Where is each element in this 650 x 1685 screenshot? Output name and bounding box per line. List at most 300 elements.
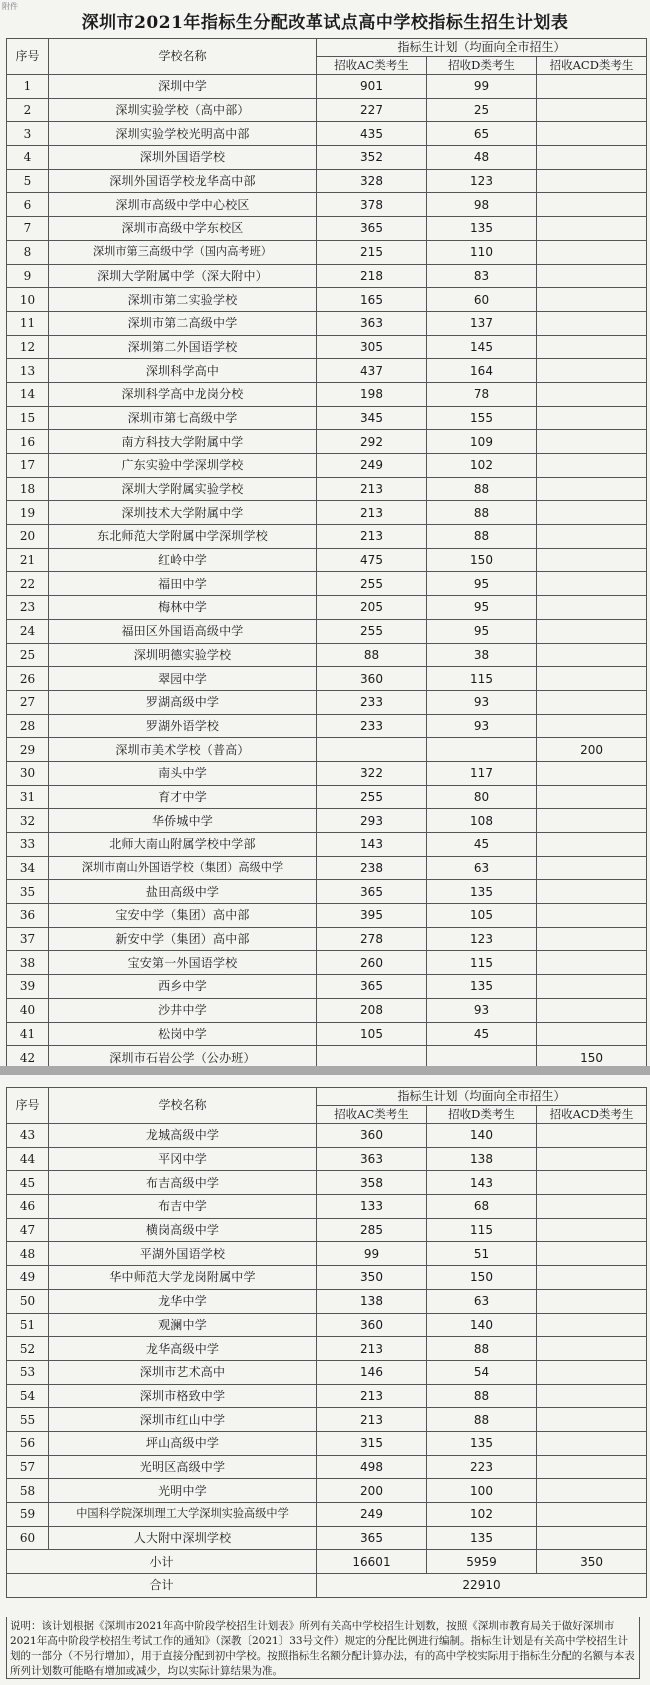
cell-acd [537,809,647,833]
table-row [7,809,647,833]
cell-school-name: 深圳第二外国语学校 [49,335,317,359]
table-row [7,501,647,525]
cell-d: 60 [427,288,537,312]
cell-ac: 133 [317,1195,427,1219]
cell-acd [537,690,647,714]
cell-ac: 200 [317,1479,427,1503]
cell-seq: 34 [7,856,49,880]
cell-acd [537,1124,647,1148]
cell-school-name: 深圳市第七高级中学 [49,406,317,430]
cell-d: 88 [427,1337,537,1361]
cell-ac: 105 [317,1022,427,1046]
cell-ac: 395 [317,904,427,928]
table-row [7,406,647,430]
header-plan-group: 指标生计划（均面向全市招生） [317,1088,647,1106]
cell-school-name: 深圳中学 [49,75,317,99]
cell-seq: 29 [7,738,49,762]
cell-acd [537,1242,647,1266]
cell-school-name: 育才中学 [49,785,317,809]
table-row [7,1195,647,1219]
cell-seq: 8 [7,240,49,264]
cell-seq: 7 [7,217,49,241]
table-row [7,169,647,193]
cell-d: 83 [427,264,537,288]
cell-d: 88 [427,525,537,549]
corner-mark: 附件 [2,2,18,11]
cell-d: 100 [427,1479,537,1503]
table-row [7,1289,647,1313]
cell-school-name: 深圳市南山外国语学校（集团）高级中学 [49,856,317,880]
table-row [7,1218,647,1242]
table-row [7,477,647,501]
cell-seq: 19 [7,501,49,525]
header-seq: 序号 [7,39,49,75]
cell-school-name: 南方科技大学附属中学 [49,430,317,454]
cell-acd: 150 [537,1046,647,1070]
cell-acd [537,146,647,170]
cell-seq: 44 [7,1147,49,1171]
plan-table-part-2 [6,1087,647,1598]
cell-d: 88 [427,477,537,501]
cell-school-name: 深圳市红山中学 [49,1408,317,1432]
cell-seq: 26 [7,667,49,691]
cell-ac: 901 [317,75,427,99]
table-row [7,264,647,288]
cell-acd [537,454,647,478]
table-row [7,643,647,667]
cell-d: 80 [427,785,537,809]
cell-d: 45 [427,833,537,857]
cell-acd [537,1266,647,1290]
cell-d: 93 [427,690,537,714]
cell-school-name: 深圳市第三高级中学（国内高考班） [49,240,317,264]
table-row [7,833,647,857]
cell-d: 68 [427,1195,537,1219]
cell-acd [537,501,647,525]
cell-acd [537,1022,647,1046]
cell-d: 45 [427,1022,537,1046]
header-d: 招收D类考生 [427,57,537,75]
cell-seq: 6 [7,193,49,217]
cell-acd [537,548,647,572]
cell-seq: 46 [7,1195,49,1219]
cell-acd [537,951,647,975]
cell-acd [537,975,647,999]
cell-school-name: 西乡中学 [49,975,317,999]
cell-d: 140 [427,1313,537,1337]
header-seq: 序号 [7,1088,49,1124]
cell-ac: 358 [317,1171,427,1195]
cell-school-name: 东北师范大学附属中学深圳学校 [49,525,317,549]
cell-school-name: 深圳大学附属实验学校 [49,477,317,501]
cell-d: 105 [427,904,537,928]
table-row [7,146,647,170]
cell-ac: 138 [317,1289,427,1313]
cell-d: 63 [427,1289,537,1313]
table-row [7,1147,647,1171]
cell-d: 54 [427,1360,537,1384]
cell-acd [537,856,647,880]
cell-ac: 322 [317,761,427,785]
cell-ac: 233 [317,714,427,738]
cell-acd [537,169,647,193]
cell-school-name: 平冈中学 [49,1147,317,1171]
cell-school-name: 深圳市石岩公学（公办班） [49,1046,317,1070]
cell-ac: 260 [317,951,427,975]
cell-acd [537,1360,647,1384]
cell-acd [537,714,647,738]
table-row [7,1171,647,1195]
table-row [7,75,647,99]
cell-seq: 52 [7,1337,49,1361]
subtotal-label: 小计 [7,1550,317,1574]
table-row [7,785,647,809]
total-row [7,1574,647,1598]
cell-seq: 48 [7,1242,49,1266]
cell-seq: 49 [7,1266,49,1290]
cell-ac: 213 [317,1337,427,1361]
footnote: 说明：该计划根据《深圳市2021年高中阶段学校招生计划表》所列有关高中学校招生计划数，按照《深圳市教育局关于做好深圳市2021年高中阶段学校招生考试工作的通知》（深教〔2021〕33号文件）规定的分配比例进行编制。指标生计划是有关高中学校招生计划的一部分（不另行增加），用于直接分配到初中学校。按照指标生名额分配计算办法，有的高中学校实际用于指标生分配的名额与本表所列计划数可能略有增加或减少，均以实际计算结果为准。 [6,1617,640,1679]
cell-ac: 360 [317,1313,427,1337]
cell-d: 102 [427,1503,537,1527]
cell-ac: 345 [317,406,427,430]
cell-seq: 36 [7,904,49,928]
total-label: 合计 [7,1574,317,1598]
table-row [7,1266,647,1290]
cell-ac: 213 [317,477,427,501]
cell-seq: 25 [7,643,49,667]
cell-school-name: 松岗中学 [49,1022,317,1046]
cell-acd [537,596,647,620]
cell-seq: 57 [7,1455,49,1479]
cell-school-name: 深圳市高级中学东校区 [49,217,317,241]
cell-d [427,738,537,762]
cell-d: 135 [427,1526,537,1550]
cell-acd [537,1171,647,1195]
table-row [7,880,647,904]
cell-school-name: 龙华高级中学 [49,1337,317,1361]
subtotal-row [7,1550,647,1574]
table-row [7,1503,647,1527]
cell-school-name: 福田区外国语高级中学 [49,619,317,643]
cell-ac: 255 [317,572,427,596]
table-row [7,596,647,620]
cell-acd [537,1526,647,1550]
table-row [7,904,647,928]
cell-school-name: 光明区高级中学 [49,1455,317,1479]
cell-school-name: 华侨城中学 [49,809,317,833]
cell-d: 137 [427,311,537,335]
cell-seq: 47 [7,1218,49,1242]
table-row [7,1337,647,1361]
table-row [7,288,647,312]
table-row [7,714,647,738]
header-acd: 招收ACD类考生 [537,57,647,75]
cell-seq: 1 [7,75,49,99]
cell-acd [537,1147,647,1171]
cell-seq: 35 [7,880,49,904]
cell-school-name: 坪山高级中学 [49,1431,317,1455]
cell-school-name: 深圳外国语学校龙华高中部 [49,169,317,193]
table-row [7,951,647,975]
table-row [7,240,647,264]
cell-seq: 45 [7,1171,49,1195]
cell-ac: 293 [317,809,427,833]
cell-seq: 3 [7,122,49,146]
cell-ac: 255 [317,619,427,643]
cell-ac: 278 [317,927,427,951]
cell-ac: 146 [317,1360,427,1384]
table-row [7,856,647,880]
cell-d: 115 [427,1218,537,1242]
table-row [7,690,647,714]
header-plan-group: 指标生计划（均面向全市招生） [317,39,647,57]
cell-acd [537,1384,647,1408]
cell-school-name: 深圳市第二实验学校 [49,288,317,312]
cell-ac: 238 [317,856,427,880]
cell-seq: 43 [7,1124,49,1148]
cell-d: 78 [427,382,537,406]
cell-acd [537,667,647,691]
cell-seq: 5 [7,169,49,193]
cell-school-name: 观澜中学 [49,1313,317,1337]
cell-seq: 13 [7,359,49,383]
cell-ac: 285 [317,1218,427,1242]
cell-acd [537,1479,647,1503]
cell-d: 48 [427,146,537,170]
cell-school-name: 龙华中学 [49,1289,317,1313]
cell-d: 95 [427,596,537,620]
cell-d: 108 [427,809,537,833]
cell-ac: 363 [317,1147,427,1171]
cell-acd [537,904,647,928]
cell-ac: 249 [317,454,427,478]
cell-seq: 27 [7,690,49,714]
page-separator [0,1066,650,1075]
cell-school-name: 深圳实验学校光明高中部 [49,122,317,146]
cell-seq: 23 [7,596,49,620]
table-row [7,311,647,335]
cell-ac: 328 [317,169,427,193]
cell-ac: 249 [317,1503,427,1527]
cell-d: 164 [427,359,537,383]
cell-d: 51 [427,1242,537,1266]
cell-acd [537,75,647,99]
cell-seq: 39 [7,975,49,999]
cell-acd [537,359,647,383]
cell-d: 102 [427,454,537,478]
table-row [7,548,647,572]
table-row [7,382,647,406]
cell-ac: 255 [317,785,427,809]
cell-acd [537,382,647,406]
cell-acd [537,240,647,264]
cell-ac: 213 [317,501,427,525]
cell-school-name: 深圳市第二高级中学 [49,311,317,335]
cell-acd [537,1195,647,1219]
cell-ac: 498 [317,1455,427,1479]
cell-school-name: 深圳市美术学校（普高） [49,738,317,762]
cell-d: 150 [427,548,537,572]
cell-ac: 435 [317,122,427,146]
cell-seq: 32 [7,809,49,833]
cell-acd [537,264,647,288]
cell-seq: 2 [7,98,49,122]
cell-seq: 22 [7,572,49,596]
cell-seq: 14 [7,382,49,406]
cell-ac: 365 [317,880,427,904]
cell-school-name: 深圳明德实验学校 [49,643,317,667]
table-row [7,1242,647,1266]
cell-acd [537,833,647,857]
cell-school-name: 福田中学 [49,572,317,596]
table-row [7,98,647,122]
cell-ac: 365 [317,217,427,241]
cell-seq: 37 [7,927,49,951]
cell-d: 95 [427,572,537,596]
cell-ac: 292 [317,430,427,454]
cell-seq: 56 [7,1431,49,1455]
cell-seq: 33 [7,833,49,857]
table-row [7,1479,647,1503]
cell-school-name: 深圳科学高中 [49,359,317,383]
cell-seq: 20 [7,525,49,549]
cell-school-name: 深圳市艺术高中 [49,1360,317,1384]
cell-d: 138 [427,1147,537,1171]
cell-seq: 9 [7,264,49,288]
cell-d: 155 [427,406,537,430]
cell-ac: 352 [317,146,427,170]
cell-ac: 198 [317,382,427,406]
cell-acd [537,785,647,809]
cell-acd [537,335,647,359]
cell-d: 110 [427,240,537,264]
cell-d: 88 [427,501,537,525]
cell-school-name: 人大附中深圳学校 [49,1526,317,1550]
header-school: 学校名称 [49,1088,317,1124]
cell-acd [537,1431,647,1455]
cell-d: 99 [427,75,537,99]
cell-school-name: 南头中学 [49,761,317,785]
table-row [7,193,647,217]
cell-seq: 16 [7,430,49,454]
cell-d: 65 [427,122,537,146]
cell-ac: 365 [317,975,427,999]
cell-acd [537,311,647,335]
table-row [7,1408,647,1432]
cell-seq: 21 [7,548,49,572]
cell-seq: 54 [7,1384,49,1408]
cell-seq: 50 [7,1289,49,1313]
table-row [7,454,647,478]
cell-d: 123 [427,169,537,193]
cell-acd [537,880,647,904]
cell-seq: 55 [7,1408,49,1432]
page-title: 深圳市2021年指标生分配改革试点高中学校指标生招生计划表 [81,13,569,33]
cell-school-name: 梅林中学 [49,596,317,620]
cell-seq: 28 [7,714,49,738]
cell-seq: 42 [7,1046,49,1070]
cell-school-name: 华中师范大学龙岗附属中学 [49,1266,317,1290]
table-row [7,619,647,643]
cell-ac: 213 [317,525,427,549]
cell-acd [537,430,647,454]
cell-d: 135 [427,1431,537,1455]
cell-acd [537,1503,647,1527]
table-row [7,1526,647,1550]
table-row [7,667,647,691]
cell-school-name: 深圳市格致中学 [49,1384,317,1408]
subtotal-acd: 350 [537,1550,647,1574]
cell-seq: 31 [7,785,49,809]
cell-acd [537,1337,647,1361]
cell-school-name: 光明中学 [49,1479,317,1503]
table-row [7,525,647,549]
cell-school-name: 罗湖高级中学 [49,690,317,714]
cell-acd [537,1408,647,1432]
cell-school-name: 中国科学院深圳理工大学深圳实验高级中学 [49,1503,317,1527]
cell-acd [537,288,647,312]
cell-acd [537,1455,647,1479]
cell-ac: 227 [317,98,427,122]
table-row [7,1455,647,1479]
cell-school-name: 广东实验中学深圳学校 [49,454,317,478]
table-row [7,975,647,999]
table-row [7,572,647,596]
cell-seq: 60 [7,1526,49,1550]
cell-ac: 143 [317,833,427,857]
cell-d: 115 [427,667,537,691]
cell-d: 38 [427,643,537,667]
cell-d: 109 [427,430,537,454]
cell-ac: 213 [317,1408,427,1432]
table-row [7,1022,647,1046]
cell-ac: 215 [317,240,427,264]
cell-d: 145 [427,335,537,359]
cell-acd [537,477,647,501]
cell-ac: 99 [317,1242,427,1266]
cell-seq: 10 [7,288,49,312]
cell-school-name: 北师大南山附属学校中学部 [49,833,317,857]
cell-d: 93 [427,998,537,1022]
cell-acd [537,619,647,643]
cell-d: 98 [427,193,537,217]
cell-school-name: 平湖外国语学校 [49,1242,317,1266]
subtotal-d: 5959 [427,1550,537,1574]
cell-acd [537,525,647,549]
cell-seq: 59 [7,1503,49,1527]
cell-d: 135 [427,880,537,904]
header-ac: 招收AC类考生 [317,57,427,75]
cell-ac: 360 [317,1124,427,1148]
cell-d: 25 [427,98,537,122]
cell-d: 135 [427,217,537,241]
cell-d: 140 [427,1124,537,1148]
cell-school-name: 深圳市高级中学中心校区 [49,193,317,217]
cell-ac: 365 [317,1526,427,1550]
cell-seq: 18 [7,477,49,501]
table-row [7,1313,647,1337]
cell-acd [537,406,647,430]
cell-ac: 475 [317,548,427,572]
cell-d: 63 [427,856,537,880]
cell-acd [537,927,647,951]
cell-school-name: 深圳技术大学附属中学 [49,501,317,525]
cell-acd [537,1289,647,1313]
cell-acd [537,122,647,146]
cell-ac: 378 [317,193,427,217]
cell-d: 143 [427,1171,537,1195]
